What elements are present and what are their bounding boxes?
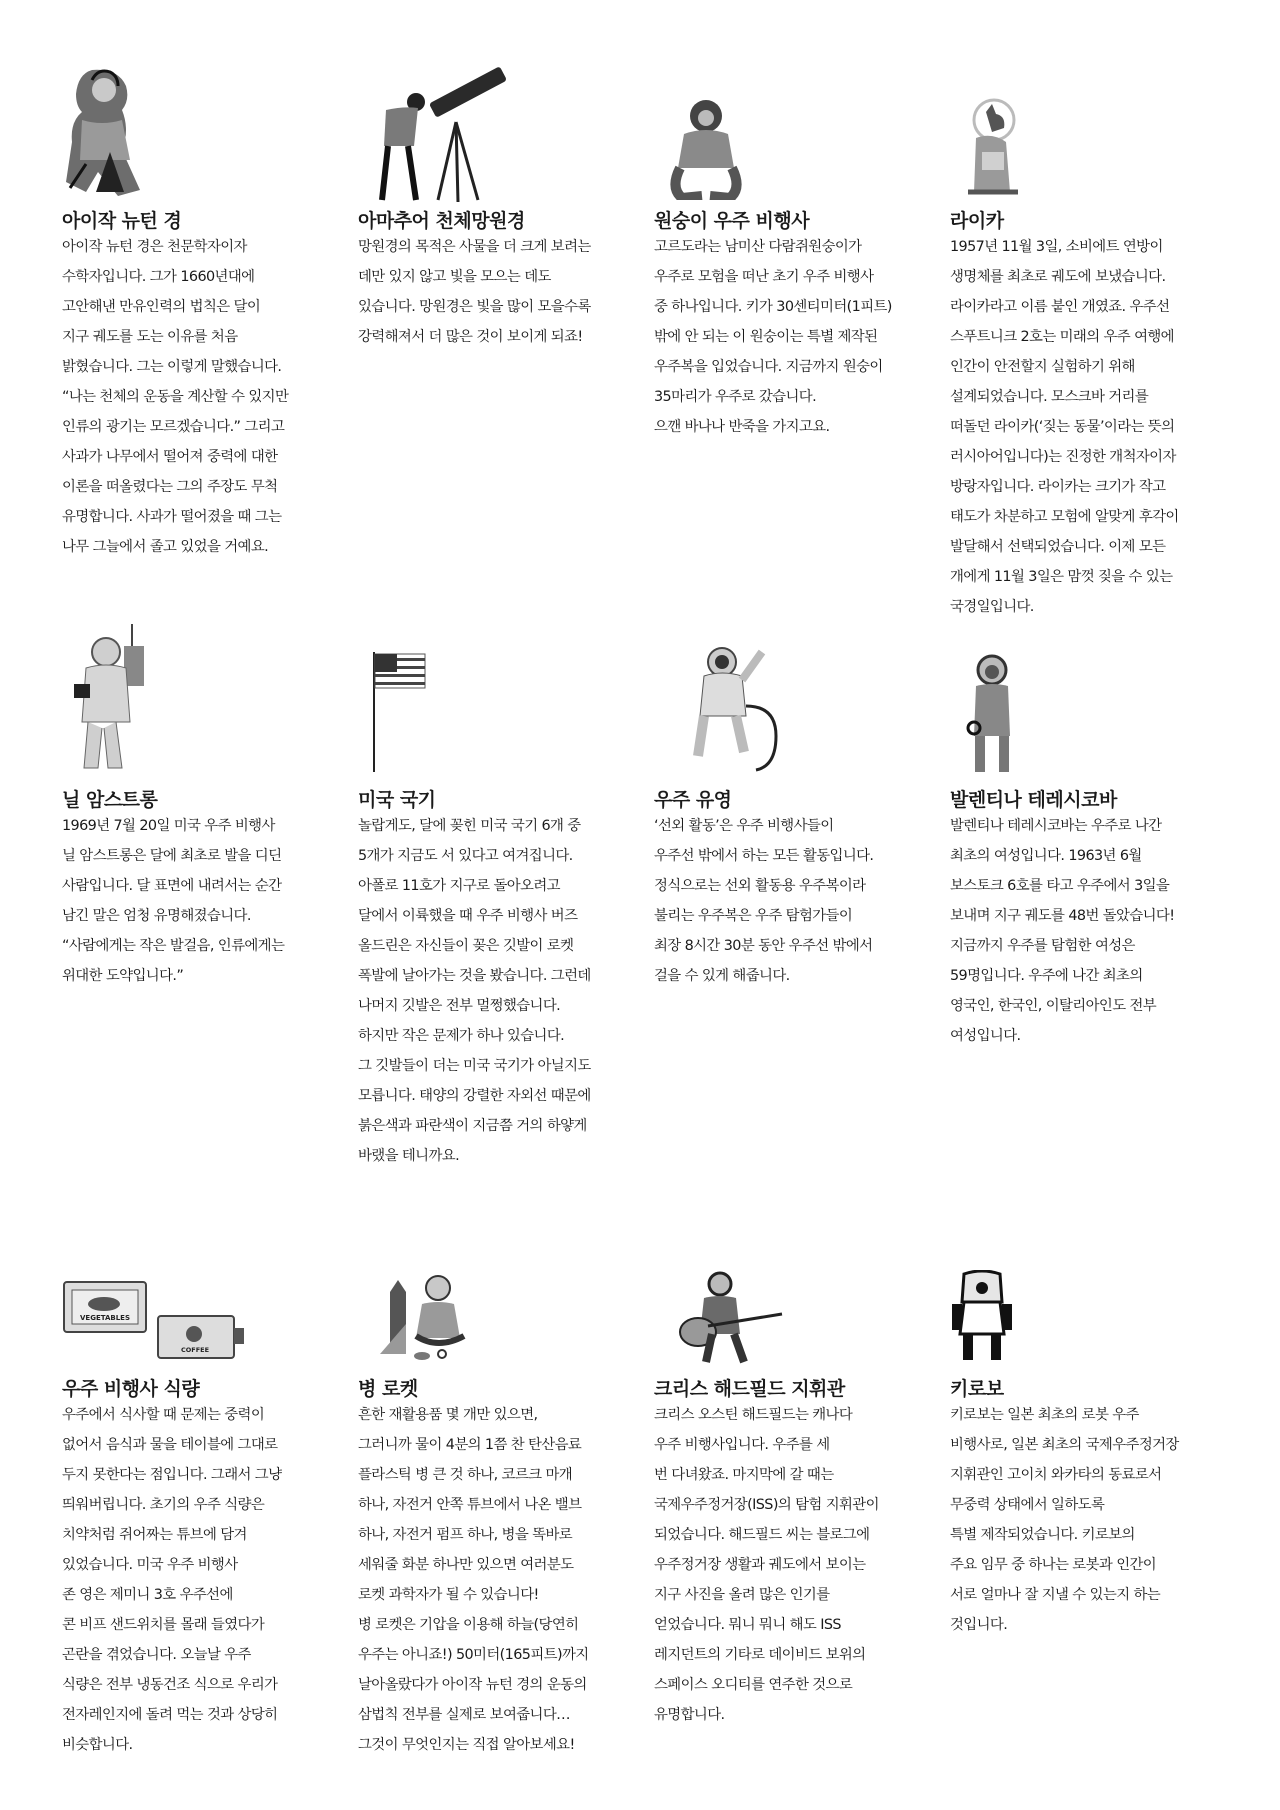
body-line: “사람에게는 작은 발걸음, 인류에게는: [62, 938, 285, 954]
body-line: 우주 비행사입니다. 우주를 세: [654, 1437, 830, 1453]
body-line: 우주정거장 생활과 궤도에서 보이는: [654, 1557, 866, 1573]
body-line: 나머지 깃발은 전부 멀쩡했습니다.: [358, 998, 561, 1014]
body-line: 데만 있지 않고 빛을 모으는 데도: [358, 269, 551, 285]
body-line: 아이작 뉴턴 경은 천문학자이자: [62, 239, 247, 255]
body-line: 고안해낸 만유인력의 법칙은 달이: [62, 299, 261, 315]
body-line: 되었습니다. 해드필드 씨는 블로그에: [654, 1527, 870, 1543]
body-line: 지금까지 우주를 탐험한 여성은: [950, 938, 1135, 954]
body-line: 날아올랐다가 아이작 뉴턴 경의 운동의: [358, 1677, 587, 1693]
body-line: 특별 제작되었습니다. 키로보의: [950, 1527, 1135, 1543]
body-line: 곤란을 겪었습니다. 오늘날 우주: [62, 1647, 251, 1663]
armstrong-illustration: [72, 622, 152, 774]
entry-body: [358, 811, 591, 1171]
body-line: 얻었습니다. 뭐니 뭐니 해도 ISS: [654, 1617, 841, 1633]
body-line: 하지만 작은 문제가 하나 있습니다.: [358, 1028, 565, 1044]
body-line: 방랑자입니다. 라이카는 크기가 작고: [950, 479, 1166, 495]
body-line: 최초의 여성입니다. 1963년 6월: [950, 848, 1142, 864]
body-line: 식량은 전부 냉동건조 식으로 우리가: [62, 1677, 278, 1693]
body-line: 강력해져서 더 많은 것이 보이게 되죠!: [358, 329, 583, 345]
body-line: 그 깃발들이 더는 미국 국기가 아닐지도: [358, 1058, 591, 1074]
body-line: 이론을 떠올렸다는 그의 주장도 무척: [62, 479, 278, 495]
body-line: 국제우주정거장(ISS)의 탐험 지휘관이: [654, 1497, 879, 1513]
body-line: 바랬을 테니까요.: [358, 1148, 460, 1164]
body-line: ‘선외 활동’은 우주 비행사들이: [654, 818, 834, 834]
body-line: 비행사로, 일본 최초의 국제우주정거장: [950, 1437, 1179, 1453]
body-line: 국경일입니다.: [950, 599, 1034, 615]
entry-title: 원숭이 우주 비행사: [654, 210, 810, 232]
entry-title: 아마추어 천체망원경: [358, 210, 525, 232]
body-line: 태도가 차분하고 모험에 알맞게 후각이: [950, 509, 1179, 525]
body-line: 걸을 수 있게 해줍니다.: [654, 968, 790, 984]
kirobo-illustration: [950, 1270, 1014, 1364]
body-line: 올드린은 자신들이 꽂은 깃발이 로켓: [358, 938, 574, 954]
entry-title: 라이카: [950, 210, 1004, 232]
body-line: 남긴 말은 엄청 유명해졌습니다.: [62, 908, 251, 924]
entry-title: 발렌티나 테레시코바: [950, 789, 1117, 811]
body-line: 유명합니다. 사과가 떨어졌을 때 그는: [62, 509, 282, 525]
monkey-astronaut-illustration: [662, 98, 752, 200]
entry-title: 키로보: [950, 1378, 1004, 1400]
bottle-rocket-illustration: [376, 1270, 476, 1364]
entry-body: [62, 232, 288, 562]
entry-title: 미국 국기: [358, 789, 436, 811]
body-line: 우주는 아니죠!) 50미터(165피트)까지: [358, 1647, 589, 1663]
body-line: 병 로켓은 기압을 이용해 하늘(당연히: [358, 1617, 579, 1633]
telescope-illustration: [368, 62, 518, 204]
entry-body: [358, 232, 591, 352]
entry-body: [950, 1400, 1179, 1640]
entry-title: 병 로켓: [358, 1378, 418, 1400]
body-line: 하나, 자전거 안쪽 튜브에서 나온 밸브: [358, 1497, 582, 1513]
entry-body: [62, 1400, 281, 1760]
body-line: 발렌티나 테레시코바는 우주로 나간: [950, 818, 1162, 834]
body-line: 밝혔습니다. 그는 이렇게 말했습니다.: [62, 359, 282, 375]
entry-title: 우주 비행사 식량: [62, 1378, 200, 1400]
body-line: 모릅니다. 태양의 강렬한 자외선 때문에: [358, 1088, 591, 1104]
entry-body: [654, 1400, 879, 1730]
body-line: 러시아어입니다)는 진정한 개척자이자: [950, 449, 1176, 465]
body-line: 있었습니다. 미국 우주 비행사: [62, 1557, 238, 1573]
body-line: 닐 암스트롱은 달에 최초로 발을 디딘: [62, 848, 282, 864]
body-line: 로켓 과학자가 될 수 있습니다!: [358, 1587, 539, 1603]
body-line: 번 다녀왔죠. 마지막에 갈 때는: [654, 1467, 834, 1483]
entry-title: 닐 암스트롱: [62, 789, 158, 811]
body-line: 존 영은 제미니 3호 우주선에: [62, 1587, 233, 1603]
body-line: 그것이 무엇인지는 직접 알아보세요!: [358, 1737, 575, 1753]
body-line: 생명체를 최초로 궤도에 보냈습니다.: [950, 269, 1166, 285]
body-line: 밖에 안 되는 이 원숭이는 특별 제작된: [654, 329, 878, 345]
body-line: 최장 8시간 30분 동안 우주선 밖에서: [654, 938, 873, 954]
body-line: 세워줄 화분 하나만 있으면 여러분도: [358, 1557, 574, 1573]
hadfield-illustration: [664, 1270, 804, 1366]
body-line: 보내며 지구 궤도를 48번 돌았습니다!: [950, 908, 1175, 924]
body-line: 영국인, 한국인, 이탈리아인도 전부: [950, 998, 1157, 1014]
body-line: 인간이 안전할지 실험하기 위해: [950, 359, 1135, 375]
body-line: 삼법칙 전부를 실제로 보여줍니다…: [358, 1707, 570, 1723]
tereshkova-illustration: [962, 652, 1022, 776]
body-line: 띄워버립니다. 초기의 우주 식량은: [62, 1497, 265, 1513]
body-line: 수학자입니다. 그가 1660년대에: [62, 269, 255, 285]
body-line: 키로보는 일본 최초의 로봇 우주: [950, 1407, 1139, 1423]
body-line: 우주복을 입었습니다. 지금까지 원숭이: [654, 359, 883, 375]
body-line: 고르도라는 남미산 다람쥐원숭이가: [654, 239, 862, 255]
us-flag-illustration: [370, 652, 430, 774]
entry-body: [950, 232, 1179, 622]
body-line: 보스토크 6호를 타고 우주에서 3일을: [950, 878, 1170, 894]
body-line: 우주로 모험을 떠난 초기 우주 비행사: [654, 269, 874, 285]
body-line: 으깬 바나나 반죽을 가지고요.: [654, 419, 830, 435]
laika-illustration: [958, 98, 1028, 202]
body-line: 하나, 자전거 펌프 하나, 병을 똑바로: [358, 1527, 573, 1543]
entry-title: 아이작 뉴턴 경: [62, 210, 182, 232]
body-line: 인류의 광기는 모르겠습니다.” 그리고: [62, 419, 285, 435]
body-line: 스페이스 오디티를 연주한 것으로: [654, 1677, 853, 1693]
body-line: 지구 궤도를 도는 이유를 처음: [62, 329, 238, 345]
entry-title: 크리스 해드필드 지휘관: [654, 1378, 845, 1400]
body-line: 전자레인지에 돌려 먹는 것과 상당히: [62, 1707, 278, 1723]
body-line: 크리스 오스틴 해드필드는 캐나다: [654, 1407, 853, 1423]
body-line: 스푸트니크 2호는 미래의 우주 여행에: [950, 329, 1174, 345]
body-line: 위대한 도약입니다.”: [62, 968, 184, 984]
body-line: 우주에서 식사할 때 문제는 중력이: [62, 1407, 265, 1423]
space-food-illustration: [62, 1280, 252, 1364]
body-line: 설계되었습니다. 모스크바 거리를: [950, 389, 1149, 405]
body-line: 달에서 이륙했을 때 우주 비행사 버즈: [358, 908, 578, 924]
body-line: 폭발에 날아가는 것을 봤습니다. 그런데: [358, 968, 591, 984]
body-line: 지휘관인 고이치 와카타의 동료로서: [950, 1467, 1162, 1483]
body-line: 정식으로는 선외 활동용 우주복이라: [654, 878, 866, 894]
body-line: 흔한 재활용품 몇 개만 있으면,: [358, 1407, 538, 1423]
body-line: 59명입니다. 우주에 나간 최초의: [950, 968, 1143, 984]
body-line: 두지 못한다는 점입니다. 그래서 그냥: [62, 1467, 282, 1483]
body-line: 없어서 음식과 물을 테이블에 그대로: [62, 1437, 278, 1453]
body-line: 치약처럼 쥐어짜는 튜브에 담겨: [62, 1527, 247, 1543]
body-line: 불리는 우주복은 우주 탐험가들이: [654, 908, 853, 924]
body-line: 사과가 나무에서 떨어져 중력에 대한: [62, 449, 278, 465]
body-line: 여성입니다.: [950, 1028, 1021, 1044]
body-line: 유명합니다.: [654, 1707, 725, 1723]
body-line: 중 하나입니다. 키가 30센티미터(1피트): [654, 299, 892, 315]
spacewalk-illustration: [674, 636, 794, 772]
body-line: 5개가 지금도 서 있다고 여겨집니다.: [358, 848, 573, 864]
body-line: 있습니다. 망원경은 빛을 많이 모을수록: [358, 299, 591, 315]
body-line: 놀랍게도, 달에 꽂힌 미국 국기 6개 중: [358, 818, 581, 834]
body-line: 35마리가 우주로 갔습니다.: [654, 389, 817, 405]
body-line: 비슷합니다.: [62, 1737, 133, 1753]
body-line: 1957년 11월 3일, 소비에트 연방이: [950, 239, 1163, 255]
entry-body: [654, 811, 873, 991]
body-line: 발달해서 선택되었습니다. 이제 모든: [950, 539, 1166, 555]
body-line: 아폴로 11호가 지구로 돌아오려고: [358, 878, 560, 894]
newton-illustration: [62, 60, 152, 200]
entry-body: [654, 232, 892, 442]
entry-body: [358, 1400, 589, 1760]
body-line: 우주선 밖에서 하는 모든 활동입니다.: [654, 848, 874, 864]
body-line: 떠돌던 라이카(‘짖는 동물’이라는 뜻의: [950, 419, 1175, 435]
body-line: “나는 천체의 운동을 계산할 수 있지만: [62, 389, 289, 405]
body-line: 무중력 상태에서 일하도록: [950, 1497, 1105, 1513]
body-line: 지구 사진을 올려 많은 인기를: [654, 1587, 830, 1603]
body-line: 그러니까 물이 4분의 1쯤 찬 탄산음료: [358, 1437, 582, 1453]
food-pack-label: VEGETABLES: [80, 1314, 130, 1322]
entry-body: [950, 811, 1174, 1051]
body-line: 서로 얼마나 잘 지낼 수 있는지 하는: [950, 1587, 1161, 1603]
entry-body: [62, 811, 284, 991]
body-line: 사람입니다. 달 표면에 내려서는 순간: [62, 878, 282, 894]
body-line: 나무 그늘에서 졸고 있었을 거예요.: [62, 539, 269, 555]
food-pack-label: COFFEE: [180, 1346, 210, 1354]
body-line: 콘 비프 샌드위치를 몰래 들였다가: [62, 1617, 265, 1633]
entry-title: 우주 유영: [654, 789, 732, 811]
body-line: 라이카라고 이름 붙인 개였죠. 우주선: [950, 299, 1170, 315]
body-line: 것입니다.: [950, 1617, 1008, 1633]
body-line: 개에게 11월 3일은 맘껏 짖을 수 있는: [950, 569, 1173, 585]
body-line: 레지던트의 기타로 데이비드 보위의: [654, 1647, 866, 1663]
body-line: 플라스틱 병 큰 것 하나, 코르크 마개: [358, 1467, 573, 1483]
body-line: 주요 임무 중 하나는 로봇과 인간이: [950, 1557, 1157, 1573]
body-line: 붉은색과 파란색이 지금쯤 거의 하얗게: [358, 1118, 587, 1134]
body-line: 망원경의 목적은 사물을 더 크게 보려는: [358, 239, 591, 255]
body-line: 1969년 7월 20일 미국 우주 비행사: [62, 818, 275, 834]
